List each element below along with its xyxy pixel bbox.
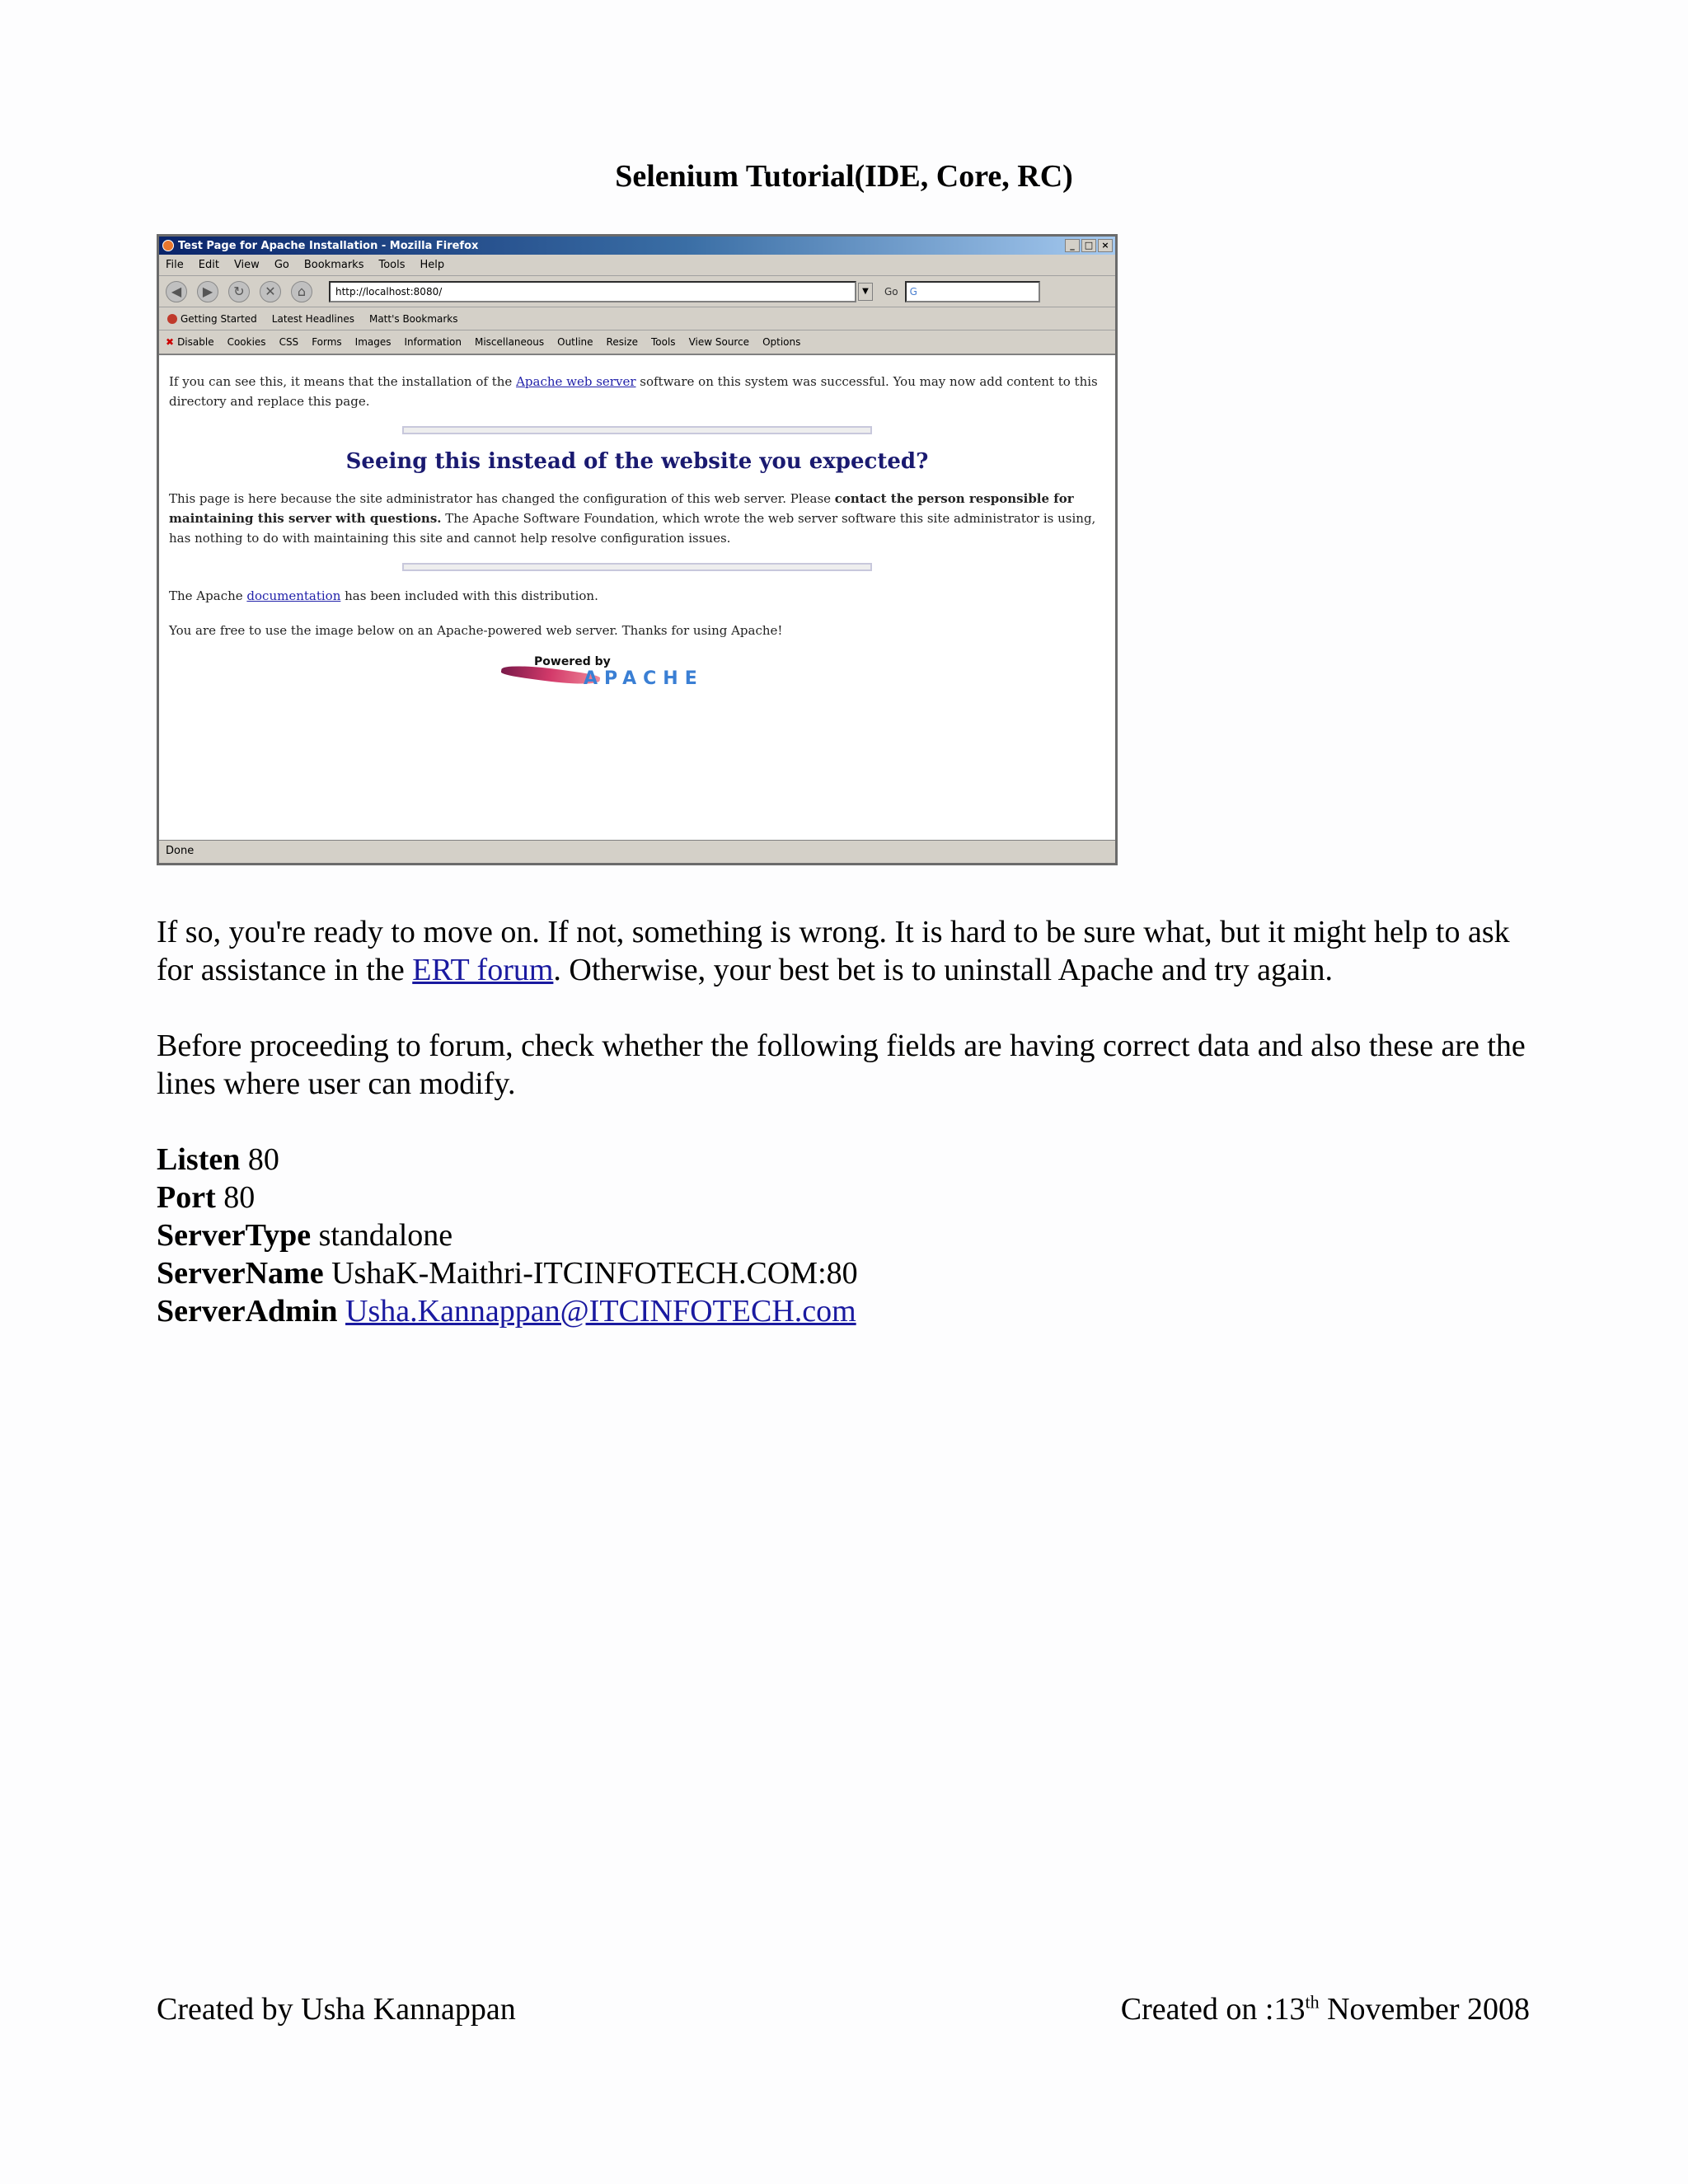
menu-tools: Tools [378, 259, 406, 271]
dev-view-source: View Source [688, 336, 750, 348]
dev-options: Options [762, 336, 801, 348]
documentation-link: documentation [246, 588, 341, 603]
config-listen: Listen 80 [157, 1142, 279, 1177]
menu-bookmarks: Bookmarks [303, 259, 364, 271]
apache-documentation-line: The Apache documentation has been included with this distribution. [169, 588, 598, 603]
reload-icon: ↻ [228, 281, 250, 302]
apache-admin-paragraph: This page is here because the site administrator has changed the configuration of this web server. Please contact the person responsible for maintaining this server with questions. The Apache Software Foundation, which wrote the web server software this site administrator is using, has nothing to do with maintaining this site and cannot help resolve configuration issues. [169, 491, 1096, 546]
minimize-icon: _ [1065, 239, 1080, 252]
browser-screenshot [157, 234, 1118, 865]
dev-outline: Outline [557, 336, 593, 348]
browser-menubar [159, 255, 1115, 276]
config-servertype: ServerType standalone [157, 1218, 453, 1253]
apache-web-server-link: Apache web server [516, 374, 636, 389]
menu-go: Go [274, 259, 289, 271]
search-box: G [905, 281, 1040, 302]
menu-file: File [166, 259, 184, 271]
dev-cookies: Cookies [227, 336, 266, 348]
web-developer-toolbar [159, 330, 1115, 355]
home-icon: ⌂ [291, 281, 312, 302]
config-servername: ServerName UshaK-Maithri-ITCINFOTECH.COM:80 [157, 1256, 858, 1291]
dev-forms: Forms [312, 336, 342, 348]
serveradmin-email-link[interactable]: Usha.Kannappan@ITCINFOTECH.com [345, 1294, 856, 1329]
apache-heading: Seeing this instead of the website you expected? [345, 449, 929, 474]
back-icon: ◀ [166, 281, 187, 302]
footer-created-by: Created by Usha Kannappan [157, 1992, 516, 2027]
bookmark-latest-headlines: Latest Headlines [271, 312, 354, 325]
dev-resize: Resize [606, 336, 638, 348]
browser-titlebar [159, 237, 1115, 255]
disable-icon: ✖ [166, 336, 175, 348]
dev-css: CSS [279, 336, 299, 348]
close-icon: × [1098, 239, 1113, 252]
maximize-icon: □ [1081, 239, 1096, 252]
dev-images: Images [354, 336, 392, 348]
powered-by-apache-logo: Powered by APACHE [501, 655, 773, 696]
bookmark-icon [167, 314, 177, 324]
browser-status-bar: Done [159, 840, 1115, 863]
divider [402, 426, 872, 434]
firefox-icon [162, 240, 174, 251]
go-button: Go [884, 285, 898, 298]
bookmarks-toolbar [159, 307, 1115, 330]
apache-intro: If you can see this, it means that the installation of the Apache web server software on this system was successful. You may now add content to this directory and replace this page. [169, 374, 1098, 409]
ert-forum-link[interactable]: ERT forum [412, 953, 554, 987]
dev-information: Information [404, 336, 462, 348]
menu-help: Help [420, 259, 445, 271]
dev-tools: Tools [651, 336, 676, 348]
divider [402, 563, 872, 571]
browser-window-title: Test Page for Apache Installation - Mozilla Firefox [178, 239, 479, 252]
paragraph-before-proceeding: Before proceeding to forum, check whether the following fields are having correct data and also these are the lines where user can modify. [157, 1029, 1526, 1101]
apache-free-use: You are free to use the image below on an Apache-powered web server. Thanks for using Apache! [169, 623, 783, 638]
stop-icon: ✕ [260, 281, 281, 302]
document-title: Selenium Tutorial(IDE, Core, RC) [615, 159, 1073, 194]
url-dropdown-icon: ▼ [858, 283, 873, 301]
browser-navbar [159, 276, 1115, 307]
bookmark-getting-started: Getting Started [167, 313, 257, 325]
browser-page-content [159, 360, 1115, 840]
config-serveradmin: ServerAdmin Usha.Kannappan@ITCINFOTECH.com [157, 1294, 856, 1329]
config-list [157, 1141, 858, 1330]
footer-created-on: Created on :13th November 2008 [1120, 1991, 1530, 2027]
bookmark-matts-bookmarks: Matt's Bookmarks [368, 312, 458, 325]
menu-view: View [233, 259, 260, 271]
paragraph-ready: If so, you're ready to move on. If not, something is wrong. It is hard to be sure what, but it might help to ask for assistance in the ERT forum. Otherwise, your best bet is to uninstall Apache and try again. [157, 915, 1510, 987]
url-bar: http://localhost:8080/ [329, 281, 856, 302]
menu-edit: Edit [198, 259, 219, 271]
dev-miscellaneous: Miscellaneous [474, 336, 545, 348]
forward-icon: ▶ [197, 281, 218, 302]
config-port: Port 80 [157, 1180, 256, 1215]
dev-disable: Disable [177, 336, 214, 348]
